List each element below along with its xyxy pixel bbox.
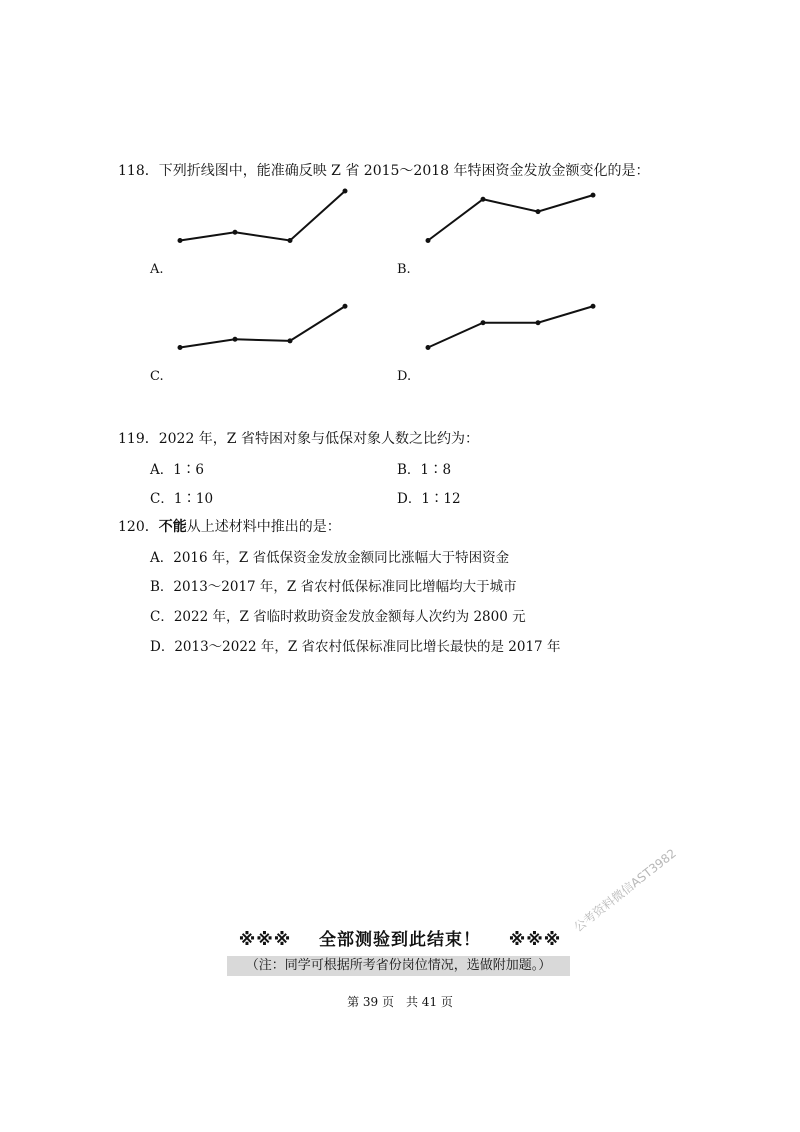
q118-option-b-label: B. — [397, 262, 411, 277]
q118-option-d-label: D. — [397, 369, 412, 384]
data-point-2016 — [233, 337, 238, 342]
q118-option-c-chart — [170, 292, 370, 372]
data-point-2015 — [178, 345, 183, 350]
series-line — [180, 191, 345, 241]
series-line — [428, 195, 593, 240]
q120-emphasis: 不能 — [158, 519, 187, 535]
data-point-2018 — [343, 304, 348, 309]
data-point-2016 — [233, 230, 238, 235]
data-point-2016 — [481, 197, 486, 202]
q119-option-c: C．1∶10 — [150, 491, 214, 507]
note-box: （注：同学可根据所考省份岗位情况，选做附加题。） — [227, 956, 570, 976]
q119-option-a: A．1∶6 — [150, 462, 204, 478]
symbols-right: ※※※ — [508, 930, 562, 950]
q120-number: 120． — [118, 519, 159, 535]
q118-stem: 118．下列折线图中，能准确反映 Z 省 2015～2018 年特困资金发放金额变化的是： — [118, 163, 650, 179]
q118-option-a-chart — [170, 185, 370, 265]
series-line — [428, 306, 593, 347]
series-line — [180, 306, 345, 347]
data-point-2015 — [426, 238, 431, 243]
data-point-2017 — [536, 320, 541, 325]
q119-option-d: D．1∶12 — [397, 491, 461, 507]
data-point-2017 — [536, 209, 541, 214]
q120-option-b: B．2013～2017 年，Z 省农村低保标准同比增幅均大于城市 — [150, 579, 517, 595]
end-of-test-banner — [0, 925, 800, 950]
data-point-2017 — [288, 238, 293, 243]
q120-stem — [118, 516, 341, 536]
watermark-text: 公考资料微信AST3982 — [571, 846, 679, 935]
data-point-2016 — [481, 320, 486, 325]
q119-stem: 119．2022 年，Z 省特困对象与低保对象人数之比约为： — [118, 431, 479, 447]
q118-option-a-label: A. — [150, 262, 164, 277]
q120-stem-rest: 从上述材料中推出的是： — [186, 519, 341, 535]
q118-option-b-chart — [418, 185, 618, 265]
data-point-2018 — [591, 304, 596, 309]
q118-option-c-label: C. — [150, 369, 164, 384]
q119-option-b: B．1∶8 — [397, 462, 452, 478]
data-point-2018 — [591, 193, 596, 198]
symbols-left: ※※※ — [238, 930, 292, 950]
q120-option-d: D．2013～2022 年，Z 省农村低保标准同比增长最快的是 2017 年 — [150, 639, 561, 655]
end-text: 全部测验到此结束！ — [319, 930, 481, 950]
data-point-2017 — [288, 338, 293, 343]
data-point-2018 — [343, 189, 348, 194]
data-point-2015 — [178, 238, 183, 243]
q120-option-c: C．2022 年，Z 省临时救助资金发放金额每人次约为 2800 元 — [150, 609, 526, 625]
page-number: 第 39 页 共 41 页 — [347, 995, 453, 1009]
data-point-2015 — [426, 345, 431, 350]
q120-option-a: A．2016 年，Z 省低保资金发放金额同比涨幅大于特困资金 — [150, 550, 510, 566]
q118-option-d-chart — [418, 292, 618, 372]
